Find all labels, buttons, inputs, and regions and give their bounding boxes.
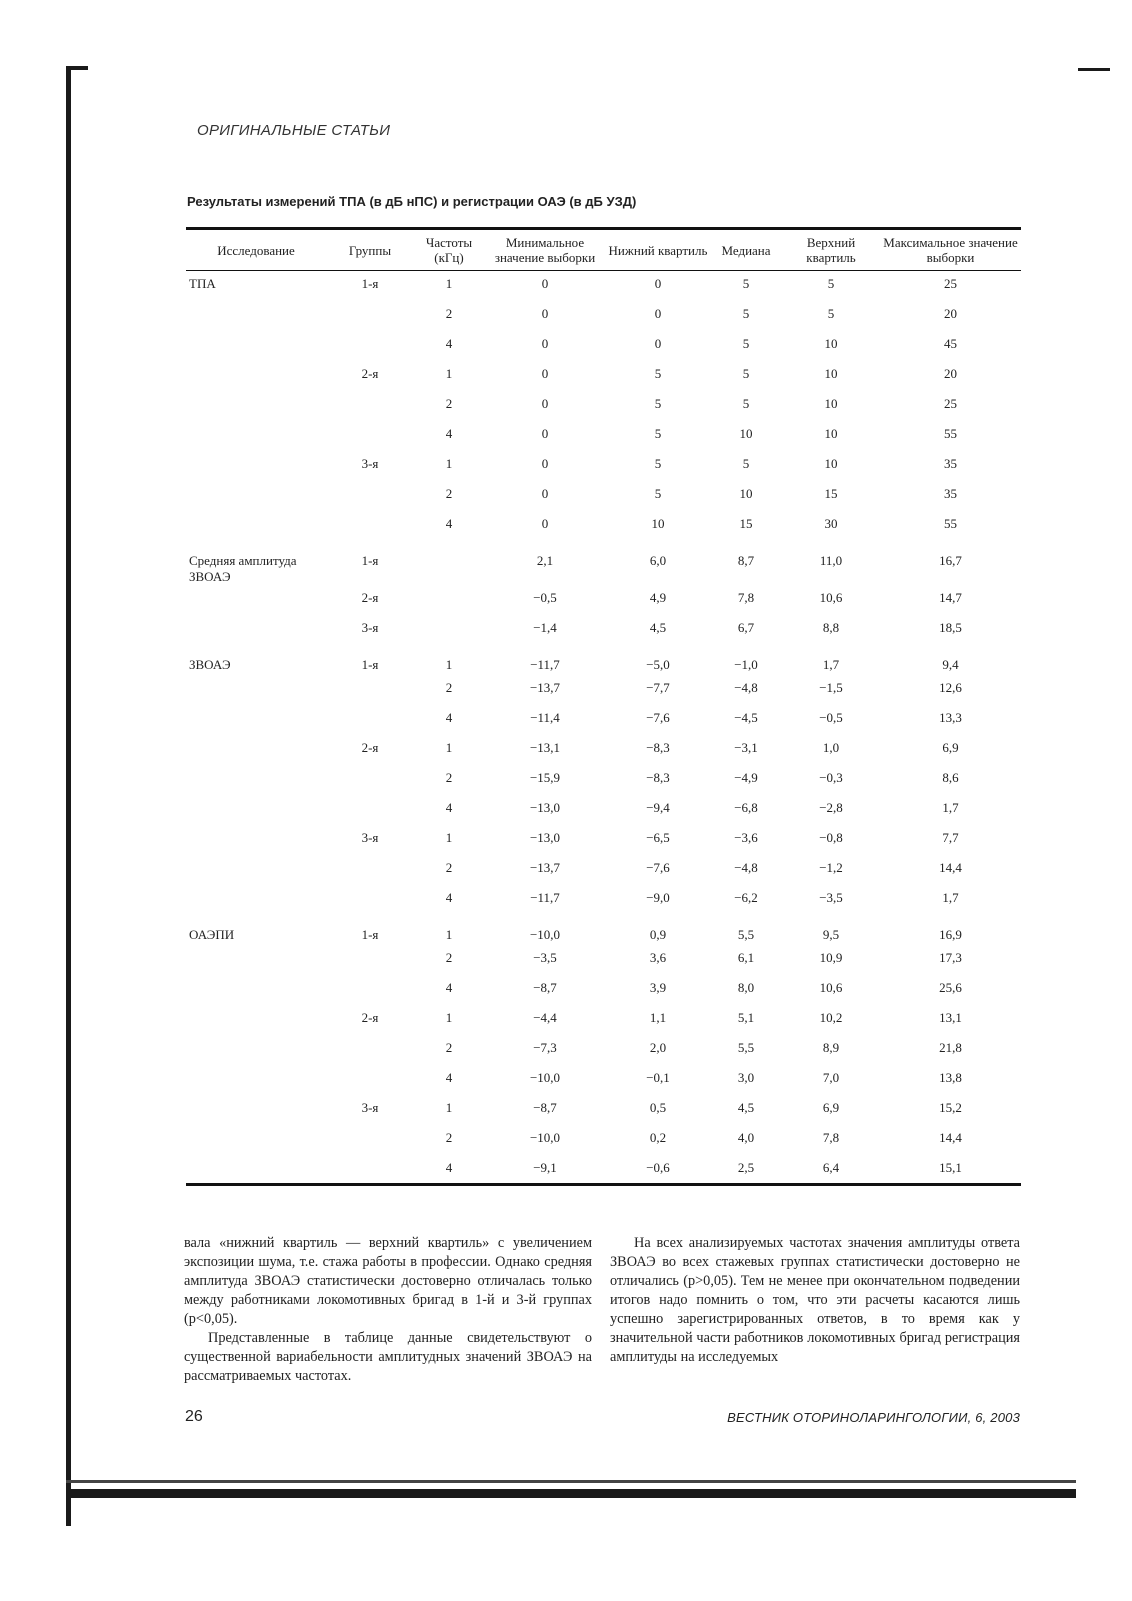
cell-group — [326, 855, 414, 885]
cell-upper-quartile: 15 — [824, 485, 838, 501]
cell-min: −13,7 — [529, 679, 561, 695]
cell-lower-quartile: −0,6 — [606, 1155, 710, 1185]
cell-study — [186, 615, 326, 645]
cell-lower-quartile: 10 — [651, 515, 665, 531]
cell-median: −3,6 — [734, 829, 758, 845]
col-header-min: Минимальное значение выборки — [484, 229, 606, 271]
cell-frequency: 2 — [445, 1129, 453, 1145]
cell-lower-quartile: −8,3 — [646, 739, 670, 755]
cell-upper-quartile: 1,7 — [822, 656, 840, 672]
cell-median: 4,0 — [737, 1129, 755, 1145]
scan-border-bottom — [66, 1489, 1076, 1498]
cell-study: ОАЭПИ — [189, 926, 235, 942]
cell-lower-quartile: −9,0 — [646, 889, 670, 905]
cell-frequency: 2 — [445, 1039, 453, 1055]
cell-group — [326, 511, 414, 541]
table-row — [186, 511, 1021, 541]
cell-min: 0 — [541, 305, 549, 321]
cell-min: 0 — [541, 425, 549, 441]
cell-study — [186, 421, 326, 451]
cell-frequency: 1 — [445, 739, 453, 755]
cell-frequency: 1 — [445, 656, 453, 672]
cell-min: −10,0 — [529, 1129, 561, 1145]
table-row — [186, 765, 1021, 795]
cell-median: −4,8 — [734, 679, 758, 695]
cell-min: 0 — [541, 276, 549, 291]
cell-frequency: 1 — [445, 276, 453, 291]
cell-upper-quartile: 10 — [824, 335, 838, 351]
cell-lower-quartile: 3,9 — [649, 979, 667, 995]
table-row — [186, 1125, 1021, 1155]
cell-max: 25 — [944, 395, 957, 411]
cell-max: 7,7 — [942, 829, 959, 845]
cell-lower-quartile: 0,2 — [649, 1129, 667, 1145]
cell-min: −13,7 — [529, 859, 561, 875]
cell-min: 0 — [541, 455, 549, 471]
cell-study — [186, 451, 326, 481]
paragraph: Представленные в таблице данные свидетельствуют о существенной вариабельности амплитудных значений ЗВОАЭ на рассматриваемых частотах. — [184, 1330, 592, 1384]
cell-frequency: 1 — [445, 455, 453, 471]
cell-lower-quartile: 4,9 — [649, 589, 667, 605]
cell-upper-quartile: 8,8 — [822, 619, 840, 635]
cell-lower-quartile: −9,4 — [646, 799, 670, 815]
table-row — [186, 301, 1021, 331]
cell-group: 2-я — [361, 365, 379, 381]
cell-group: 3-я — [361, 1099, 379, 1115]
cell-min: −4,4 — [533, 1009, 557, 1025]
cell-median: 2,5 — [710, 1155, 782, 1185]
cell-upper-quartile: 10,2 — [819, 1009, 843, 1025]
cell-frequency: 4 — [445, 335, 453, 351]
journal-footer: ВЕСТНИК ОТОРИНОЛАРИНГОЛОГИИ, 6, 2003 — [727, 1410, 1020, 1425]
cell-max: 15,1 — [880, 1155, 1021, 1185]
cell-median: 7,8 — [737, 589, 755, 605]
cell-study — [186, 1155, 326, 1185]
table-row — [186, 361, 1021, 391]
table-body — [186, 271, 1021, 1185]
table-caption: Результаты измерений ТПА (в дБ нПС) и регистрации ОАЭ (в дБ УЗД) — [187, 194, 637, 209]
cell-max: 17,3 — [939, 949, 962, 965]
cell-upper-quartile: 5 — [827, 305, 835, 321]
cell-median: 15 — [739, 515, 753, 531]
cell-min: −9,1 — [484, 1155, 606, 1185]
cell-median: 10 — [739, 425, 753, 441]
cell-max: 35 — [944, 455, 957, 471]
cell-lower-quartile: 4,5 — [649, 619, 667, 635]
cell-study — [186, 511, 326, 541]
table-row — [186, 735, 1021, 765]
cell-max: 13,1 — [939, 1009, 962, 1025]
cell-frequency: 4 — [445, 1069, 453, 1085]
cell-group — [326, 1035, 414, 1065]
cell-study — [186, 1065, 326, 1095]
cell-study — [186, 825, 326, 855]
cell-frequency: 4 — [445, 709, 453, 725]
cell-study — [186, 945, 326, 975]
cell-frequency: 1 — [445, 1009, 453, 1025]
cell-upper-quartile: −0,3 — [819, 769, 843, 785]
col-header-frequency: Частоты (кГц) — [414, 229, 484, 271]
table-row — [186, 615, 1021, 645]
cell-upper-quartile: −0,5 — [819, 709, 843, 725]
cell-median: 10 — [739, 485, 753, 501]
cell-min: −10,0 — [529, 926, 561, 942]
cell-upper-quartile: 10,9 — [819, 949, 843, 965]
cell-upper-quartile: −1,2 — [819, 859, 843, 875]
section-heading: ОРИГИНАЛЬНЫЕ СТАТЬИ — [197, 122, 391, 139]
cell-group: 3-я — [361, 619, 379, 635]
cell-upper-quartile: 6,4 — [782, 1155, 880, 1185]
cell-study — [186, 735, 326, 765]
cell-group: 3-я — [361, 829, 379, 845]
cell-upper-quartile: −1,5 — [819, 679, 843, 695]
cell-upper-quartile: 7,8 — [822, 1129, 840, 1145]
cell-frequency: 2 — [445, 769, 453, 785]
cell-max: 16,7 — [939, 552, 962, 568]
cell-median: 5 — [742, 276, 750, 291]
cell-min: −8,7 — [533, 1099, 557, 1115]
cell-min: −0,5 — [533, 589, 557, 605]
cell-study: Средняя амплитуда ЗВОАЭ — [189, 552, 297, 584]
cell-upper-quartile: 7,0 — [822, 1069, 840, 1085]
cell-min: −8,7 — [533, 979, 557, 995]
cell-lower-quartile: −0,1 — [646, 1069, 670, 1085]
cell-lower-quartile: 5 — [654, 485, 662, 501]
cell-max: 18,5 — [939, 619, 962, 635]
cell-upper-quartile: −0,8 — [819, 829, 843, 845]
cell-lower-quartile: −7,6 — [646, 859, 670, 875]
cell-median: 5,5 — [737, 1039, 755, 1055]
cell-frequency — [414, 615, 484, 645]
table-row — [186, 271, 1021, 301]
cell-max: 1,7 — [942, 889, 959, 905]
cell-max: 55 — [944, 515, 957, 531]
cell-frequency: 1 — [445, 829, 453, 845]
cell-frequency: 1 — [445, 926, 453, 942]
col-header-study: Исследование — [186, 229, 326, 271]
cell-group — [326, 391, 414, 421]
col-header-lower-quartile: Нижний квартиль — [606, 229, 710, 271]
cell-max: 14,7 — [939, 589, 962, 605]
cell-group: 1-я — [361, 552, 379, 568]
cell-group: 1-я — [361, 276, 379, 291]
cell-median: −4,9 — [734, 769, 758, 785]
cell-lower-quartile: 0 — [654, 335, 662, 351]
cell-max: 45 — [944, 335, 957, 351]
table-row — [186, 1005, 1021, 1035]
cell-group — [326, 1155, 414, 1185]
table-row — [186, 331, 1021, 361]
cell-lower-quartile: 5 — [654, 455, 662, 471]
cell-median: −3,1 — [734, 739, 758, 755]
cell-min: −13,0 — [529, 829, 561, 845]
cell-min: 0 — [541, 395, 549, 411]
cell-min: 0 — [541, 485, 549, 501]
cell-median: 8,7 — [737, 552, 755, 568]
cell-group — [326, 301, 414, 331]
cell-median: 5 — [742, 305, 750, 321]
cell-median: 5,1 — [737, 1009, 755, 1025]
cell-study — [186, 481, 326, 511]
cell-min: −13,1 — [529, 739, 561, 755]
cell-max: 14,4 — [939, 1129, 962, 1145]
cell-frequency: 4 — [414, 1155, 484, 1185]
col-header-max: Максимальное значение выборки — [880, 229, 1021, 271]
table-header-row — [186, 229, 1021, 271]
cell-group — [326, 765, 414, 795]
cell-max: 9,4 — [942, 656, 959, 672]
cell-max: 35 — [944, 485, 957, 501]
cell-study — [186, 391, 326, 421]
cell-upper-quartile: 1,0 — [822, 739, 840, 755]
cell-median: 5,5 — [737, 926, 755, 942]
cell-max: 14,4 — [939, 859, 962, 875]
cell-upper-quartile: 9,5 — [822, 926, 840, 942]
table-row — [186, 645, 1021, 675]
cell-min: −13,0 — [529, 799, 561, 815]
table-row — [186, 391, 1021, 421]
cell-median: 5 — [742, 335, 750, 351]
cell-study — [186, 585, 326, 615]
cell-min: −3,5 — [533, 949, 557, 965]
cell-min: −11,4 — [530, 709, 560, 725]
cell-min: 2,1 — [536, 552, 554, 568]
cell-max: 13,8 — [939, 1069, 962, 1085]
cell-min: 0 — [541, 365, 549, 381]
cell-group — [326, 1065, 414, 1095]
cell-study — [186, 795, 326, 825]
cell-min: −1,4 — [533, 619, 557, 635]
cell-max: 15,2 — [939, 1099, 962, 1115]
cell-median: 5 — [742, 455, 750, 471]
table-row — [186, 885, 1021, 915]
cell-max: 16,9 — [939, 926, 962, 942]
cell-study — [186, 301, 326, 331]
cell-lower-quartile: 6,0 — [649, 552, 667, 568]
cell-median: −4,5 — [734, 709, 758, 725]
cell-study — [186, 885, 326, 915]
cell-min: 0 — [541, 515, 549, 531]
table-row — [186, 855, 1021, 885]
cell-frequency: 2 — [445, 949, 453, 965]
cell-study — [186, 855, 326, 885]
cell-upper-quartile: 10 — [824, 425, 838, 441]
cell-min: −11,7 — [530, 889, 560, 905]
cell-group — [326, 705, 414, 735]
cell-group — [326, 481, 414, 511]
cell-min: −15,9 — [529, 769, 561, 785]
col-header-median: Медиана — [710, 229, 782, 271]
cell-min: −10,0 — [529, 1069, 561, 1085]
cell-group — [326, 675, 414, 705]
cell-group: 2-я — [361, 589, 379, 605]
cell-group — [326, 885, 414, 915]
cell-study — [186, 975, 326, 1005]
cell-upper-quartile: 10,6 — [819, 979, 843, 995]
cell-study — [186, 765, 326, 795]
cell-upper-quartile: 10,6 — [819, 589, 843, 605]
cell-median: 3,0 — [737, 1069, 755, 1085]
cell-min: −11,7 — [530, 656, 560, 672]
cell-lower-quartile: 2,0 — [649, 1039, 667, 1055]
cell-max: 6,9 — [942, 739, 959, 755]
col-header-upper-quartile: Верхний квартиль — [782, 229, 880, 271]
cell-group — [326, 331, 414, 361]
cell-frequency: 4 — [445, 799, 453, 815]
table-row — [186, 675, 1021, 705]
cell-lower-quartile: 0,5 — [649, 1099, 667, 1115]
cell-group: 1-я — [361, 926, 379, 942]
cell-max: 8,6 — [942, 769, 959, 785]
cell-upper-quartile: 6,9 — [822, 1099, 840, 1115]
cell-study — [186, 1005, 326, 1035]
cell-upper-quartile: 30 — [824, 515, 838, 531]
cell-lower-quartile: 5 — [654, 425, 662, 441]
cell-study: ЗВОАЭ — [189, 656, 231, 672]
cell-group — [326, 421, 414, 451]
table-row — [186, 915, 1021, 945]
cell-frequency: 2 — [445, 395, 453, 411]
cell-group: 3-я — [361, 455, 379, 471]
table-row — [186, 451, 1021, 481]
paragraph: вала «нижний квартиль — верхний квартиль» с увеличением экспозиции шума, т.е. стажа работы в профессии. Однако средняя амплитуда ЗВОАЭ статистически достоверно отличалась только между работниками локомотивных бригад в 1-й и 3-й группах (p<0,05). — [184, 1235, 592, 1327]
cell-study — [186, 1095, 326, 1125]
table-row — [186, 421, 1021, 451]
cell-upper-quartile: −3,5 — [819, 889, 843, 905]
body-column-right — [610, 1234, 1020, 1367]
cell-upper-quartile: 10 — [824, 365, 838, 381]
cell-frequency: 2 — [445, 305, 453, 321]
cell-median: −6,2 — [734, 889, 758, 905]
cell-study — [186, 675, 326, 705]
scan-border-left — [66, 66, 71, 1526]
cell-frequency: 4 — [445, 979, 453, 995]
cell-median: 5 — [742, 395, 750, 411]
cell-lower-quartile: −8,3 — [646, 769, 670, 785]
cell-upper-quartile: 5 — [827, 276, 835, 291]
cell-max: 1,7 — [942, 799, 959, 815]
cell-lower-quartile: 0,9 — [649, 926, 667, 942]
cell-study — [186, 331, 326, 361]
cell-frequency: 2 — [445, 485, 453, 501]
table-row — [186, 1035, 1021, 1065]
table-row — [186, 1155, 1021, 1185]
cell-lower-quartile: −6,5 — [646, 829, 670, 845]
cell-max: 25 — [944, 276, 957, 291]
cell-group: 2-я — [361, 1009, 379, 1025]
cell-frequency: 1 — [445, 1099, 453, 1115]
scan-mark-top-right — [1078, 68, 1110, 71]
cell-max: 20 — [944, 305, 957, 321]
cell-frequency: 1 — [445, 365, 453, 381]
cell-frequency: 2 — [445, 679, 453, 695]
cell-max: 25,6 — [939, 979, 962, 995]
cell-max: 55 — [944, 425, 957, 441]
cell-study — [186, 1125, 326, 1155]
cell-upper-quartile: 8,9 — [822, 1039, 840, 1055]
cell-lower-quartile: −5,0 — [646, 656, 670, 672]
cell-lower-quartile: 5 — [654, 365, 662, 381]
cell-lower-quartile: −7,7 — [646, 679, 670, 695]
table-row — [186, 945, 1021, 975]
cell-max: 21,8 — [939, 1039, 962, 1055]
cell-frequency: 2 — [445, 859, 453, 875]
cell-group: 1-я — [361, 656, 379, 672]
cell-median: 6,7 — [737, 619, 755, 635]
cell-upper-quartile: 10 — [824, 455, 838, 471]
cell-median: 6,1 — [737, 949, 755, 965]
cell-upper-quartile: 10 — [824, 395, 838, 411]
results-table — [186, 227, 1021, 1186]
paragraph: На всех анализируемых частотах значения амплитуды ответа ЗВОАЭ во всех стажевых группах статистически достоверно не отличались (p>0,05). Тем не менее при окончательном подведении итогов надо помнить о том, что эти расчеты касаются лишь успешно зарегистрированных ответов, в то время как у значительной части работников локомотивных бригад регистрация амплитуды на исследуемых — [610, 1235, 1020, 1365]
cell-max: 12,6 — [939, 679, 962, 695]
table-row — [186, 825, 1021, 855]
cell-group: 2-я — [361, 739, 379, 755]
cell-group — [326, 945, 414, 975]
cell-median: −1,0 — [734, 656, 758, 672]
cell-lower-quartile: 3,6 — [649, 949, 667, 965]
cell-median: 4,5 — [737, 1099, 755, 1115]
cell-lower-quartile: 5 — [654, 395, 662, 411]
cell-lower-quartile: 0 — [654, 276, 662, 291]
cell-median: −6,8 — [734, 799, 758, 815]
cell-min: 0 — [541, 335, 549, 351]
table-row — [186, 541, 1021, 585]
cell-upper-quartile: 11,0 — [819, 552, 843, 568]
cell-max: 20 — [944, 365, 957, 381]
table-row — [186, 795, 1021, 825]
cell-frequency — [414, 541, 484, 585]
table-row — [186, 975, 1021, 1005]
cell-frequency: 4 — [445, 425, 453, 441]
table-row — [186, 585, 1021, 615]
cell-lower-quartile: −7,6 — [646, 709, 670, 725]
page-number: 26 — [185, 1408, 203, 1425]
cell-max: 13,3 — [939, 709, 962, 725]
table-row — [186, 481, 1021, 511]
cell-frequency — [414, 585, 484, 615]
cell-upper-quartile: −2,8 — [819, 799, 843, 815]
body-column-left — [184, 1234, 592, 1386]
cell-study: ТПА — [189, 276, 216, 291]
table-row — [186, 1095, 1021, 1125]
cell-group — [326, 1125, 414, 1155]
table-row — [186, 1065, 1021, 1095]
cell-group — [326, 795, 414, 825]
cell-lower-quartile: 0 — [654, 305, 662, 321]
cell-group — [326, 975, 414, 1005]
table-row — [186, 705, 1021, 735]
scan-mark-top-left — [66, 66, 88, 70]
cell-study — [186, 705, 326, 735]
cell-lower-quartile: 1,1 — [649, 1009, 667, 1025]
scan-border-bottom-thin — [66, 1480, 1076, 1483]
cell-frequency: 4 — [445, 515, 453, 531]
cell-study — [186, 1035, 326, 1065]
cell-study — [186, 361, 326, 391]
col-header-group: Группы — [326, 229, 414, 271]
cell-median: −4,8 — [734, 859, 758, 875]
cell-min: −7,3 — [533, 1039, 557, 1055]
cell-median: 5 — [742, 365, 750, 381]
cell-frequency: 4 — [445, 889, 453, 905]
cell-median: 8,0 — [737, 979, 755, 995]
